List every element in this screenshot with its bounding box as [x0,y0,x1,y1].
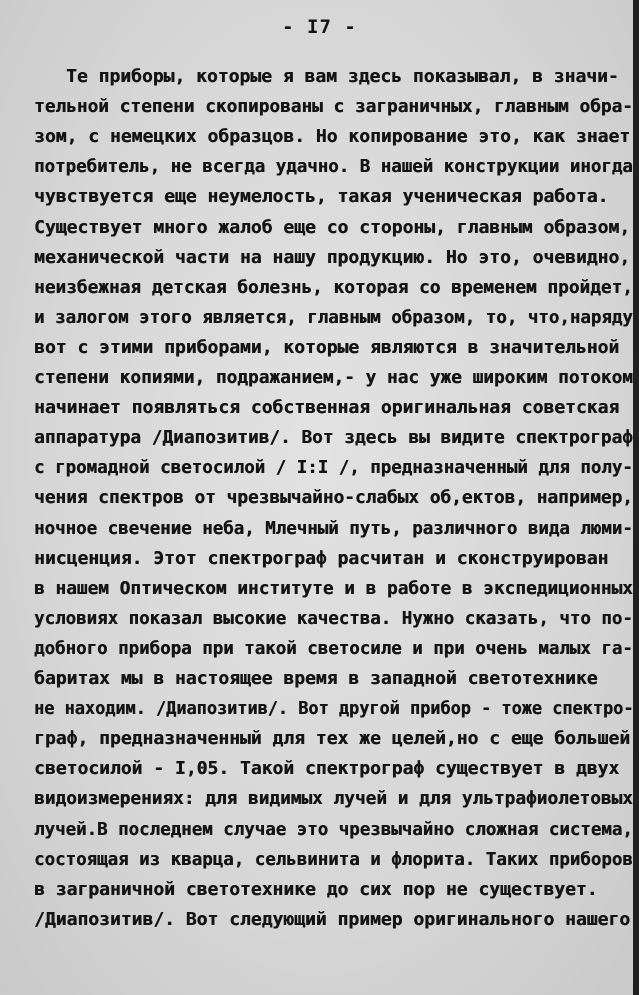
text-line: добного прибора при такой светосиле и при очень малых га- [34,637,633,659]
text-line: Те приборы, которые я вам здесь показывал, в значи- [66,66,619,87]
text-line: механической части на нашу продукцию. Но это, очевидно, [34,246,631,268]
text-line: тельной степени скопированы с заграничных, главным обра- [34,96,633,118]
text-line: с громадной светосилой / I:I /, предназначенный для полу- [34,457,633,479]
text-line: не находим. /Диапозитив/. Вот другой прибор - тоже спектро- [34,698,634,720]
scan-edge [633,0,639,995]
text-line: баритах мы в настоящее время в западной светотехнике [34,668,598,689]
text-line: лучей.В последнем случае это чрезвычайно сложная система, [34,818,633,840]
text-line: условиях показал высокие качества. Нужно сказать, что по- [34,607,633,629]
text-line: вот с этими приборами, которые являются в значительной [34,336,620,358]
text-line: граф, предназначенный для тех же целей,но с еще большей [34,728,631,750]
text-line: видоизмерениях: для видимых лучей и для ультрафиолетовых [34,788,633,810]
text-line: состоящая из кварца, сельвинита и флорита. Таких приборов [34,848,633,870]
text-line: /Диапозитив/. Вот следующий пример оригинального нашего [34,908,631,930]
text-line: чения спектров от чрезвычайно-слабых об,ектов, например, [34,487,633,509]
text-line: потребитель, не всегда удачно. В нашей конструкции иногда [34,156,633,178]
text-line: Существует много жалоб еще со стороны, главным образом, [34,216,631,238]
text-line: неизбежная детская болезнь, которая со временем пройдет, [34,276,633,298]
text-line: в нашем Оптическом институте и в работе в экспедиционных [34,577,633,599]
text-line: нисценция. Этот спектрограф расчитан и сконструирован [34,547,609,569]
text-line: степени копиями, подражанием,- у нас уже широким потоком [34,367,633,388]
text-line: светосилой - I,05. Такой спектрограф существует в двух [34,758,620,780]
text-line: чувствуется еще неумелость, такая ученическая работа. [34,186,609,208]
text-line: начинает появляться собственная оригинальная советская [34,397,620,419]
text-line: и залогом этого является, главным образом, то, что,наряду [34,306,633,328]
text-line: аппаратура /Диапозитив/. Вот здесь вы видите спектрограф [34,427,633,449]
text-line: ночное свечение неба, Млечный путь, различного вида люми- [34,517,633,539]
text-line: зом, с немецких образцов. Но копирование это, как знает [34,126,631,148]
text-line: в заграничной светотехнике до сих пор не существует. [34,878,598,900]
page-number: - I7 - [282,16,357,38]
